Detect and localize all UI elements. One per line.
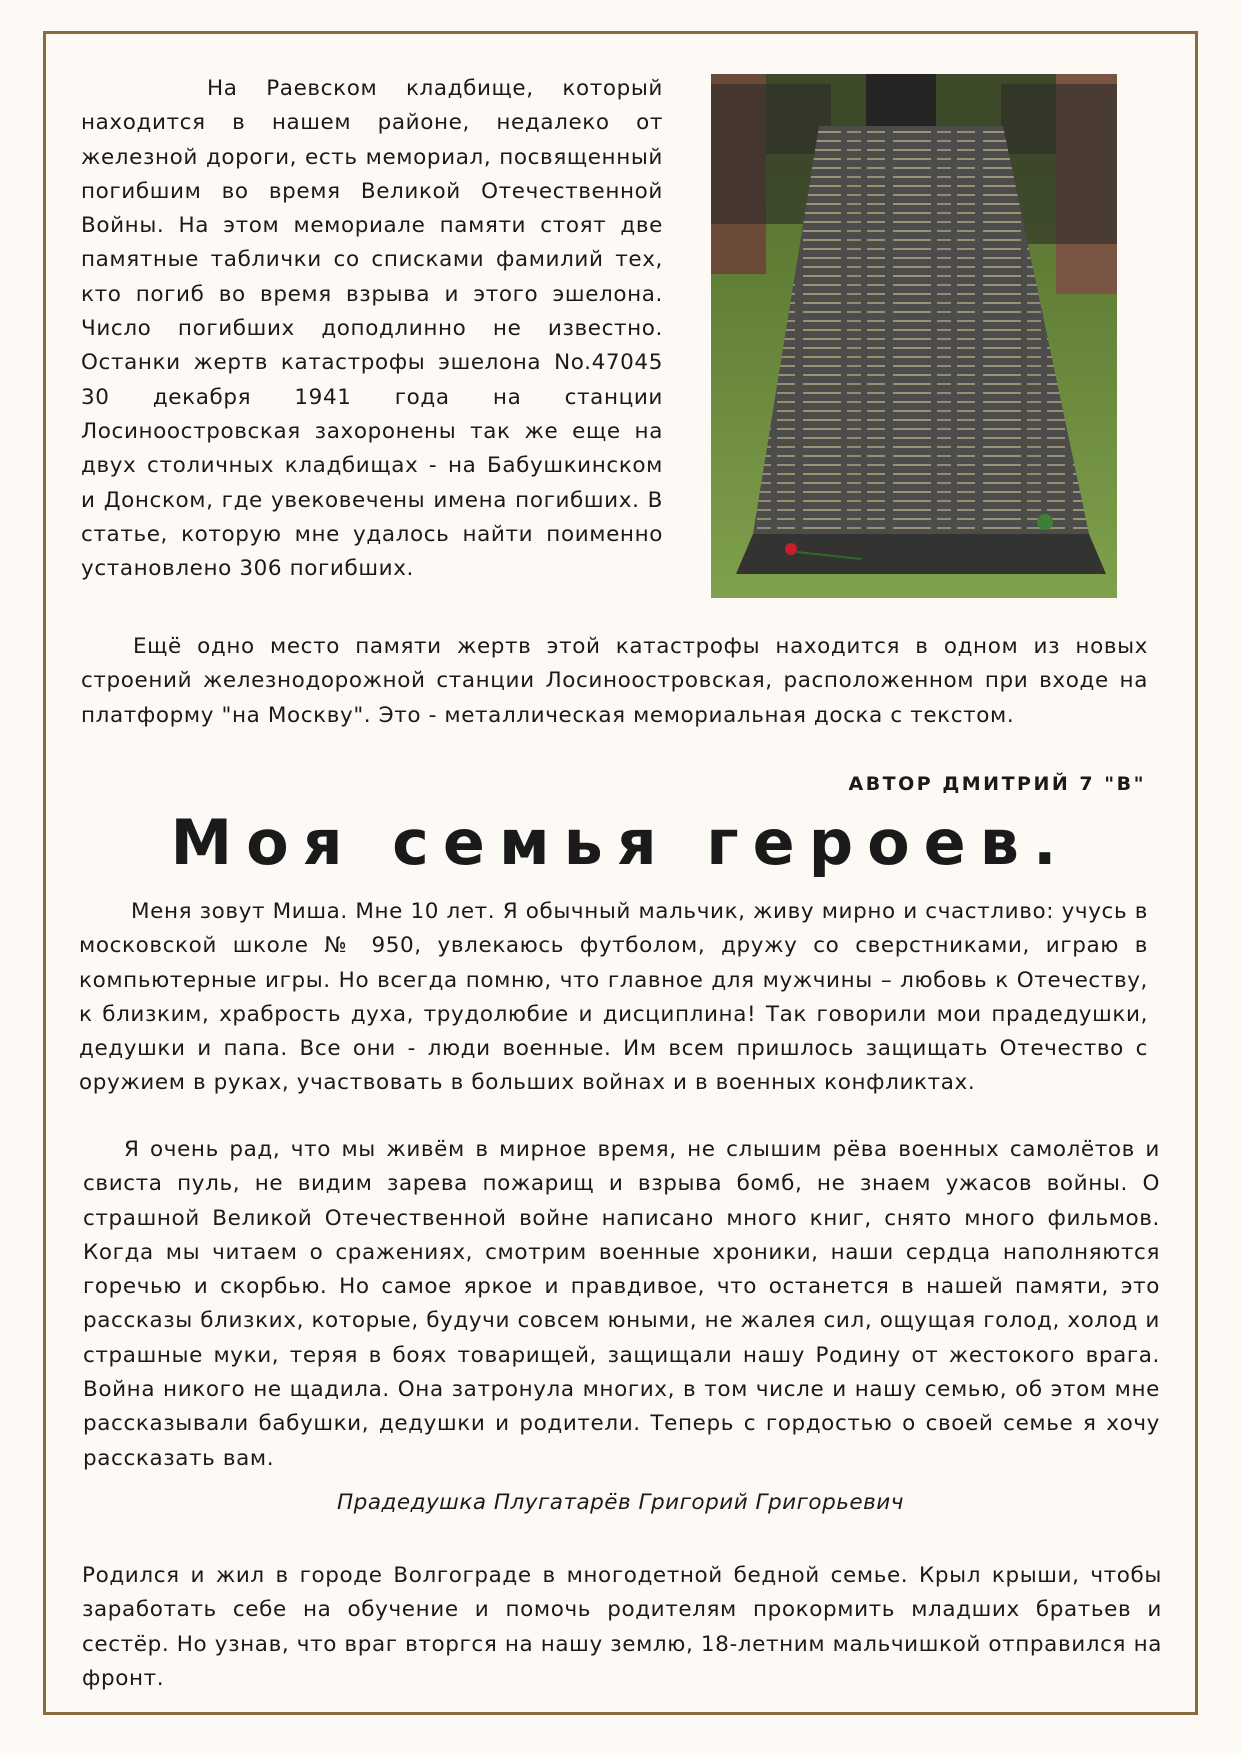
memorial-photo [711, 74, 1117, 598]
essay-paragraph-1: Меня зовут Миша. Мне 10 лет. Я обычный мальчик, живу мирно и счастливо: учусь в московской школе № 950, увлекаюсь футболом, дружу со сверстниками, играю в компьютерные игры. Но всегда помню, что главное для мужчины – любовь к Отечеству, к близким, храбрость духа, трудолюбие и дисциплина! Так говорили мои прадедушки, дедушки и папа. Все они - люди военные. Им всем пришлось защищать Отечество с оружием в руках, участвовать в больших войнах и в военных конфликтах. [79, 899, 1148, 1096]
essay-paragraph-2: Я очень рад, что мы живём в мирное время, не слышим рёва военных самолётов и свиста пуль, не видим зарева пожарищ и взрыва бомб, не знаем ужасов войны. О страшной Великой Отечественной войне написано много книг, снято много фильмов. Когда мы читаем о сражениях, смотрим военные хроники, наши сердца наполняются горечью и скорбью. Но самое яркое и правдивое, что останется в нашей памяти, это рассказы близких, которые, будучи совсем юными, не жалея сил, ощущая голод, холод и страшные муки, теряя в боях товарищей, защищали нашу Родину от жестокого врага. Война никого не щадила. Она затронула многих, в том числе и нашу семью, об этом мне рассказывали бабушки, дедушки и родители. Теперь с гордостью о своей семье я хочу рассказать вам. [83, 1137, 1160, 1471]
section-subtitle: Прадедушка Плугатарёв Григорий Григорьевич [337, 1490, 904, 1515]
essay-paragraph-3: Родился и жил в городе Волгограде в многодетной бедной семье. Крыл крыши, чтобы заработать себе на обучение и помочь родителям прокормить младших братьев и сестёр. Но узнав, что враг вторгся на нашу землю, 18-летним мальчишкой отправился на фронт. [82, 1563, 1162, 1691]
article-paragraph-1: На Раевском кладбище, который находится в нашем районе, недалеко от железной дороги, есть мемориал, посвященный погибшим во время Великой Отечественной Войны. На этом мемориале памяти стоят две памятные таблички со списками фамилий тех, кто погиб во время взрыва и этого эшелона. Число погибших доподлинно не известно. Останки жертв катастрофы эшелона No.47045 30 декабря 1941 года на станции Лосиноостровская захоронены так же еще на двух столичных кладбищах - на Бабушкинском и Донском, где увековечены имена погибших. В статье, которую мне удалось найти поименно установлено 306 погибших. [81, 76, 663, 582]
author-line: АВТОР ДМИТРИЙ 7 "В" [848, 773, 1146, 795]
article-paragraph-2: Ещё одно место памяти жертв этой катастрофы находится в одном из новых строений железнодорожной станции Лосиноостровская, расположенном при входе на платформу "на Москву". Это - металлическая мемориальная доска с текстом. [81, 634, 1148, 728]
essay-title: Моя семья героев. [170, 806, 1071, 879]
